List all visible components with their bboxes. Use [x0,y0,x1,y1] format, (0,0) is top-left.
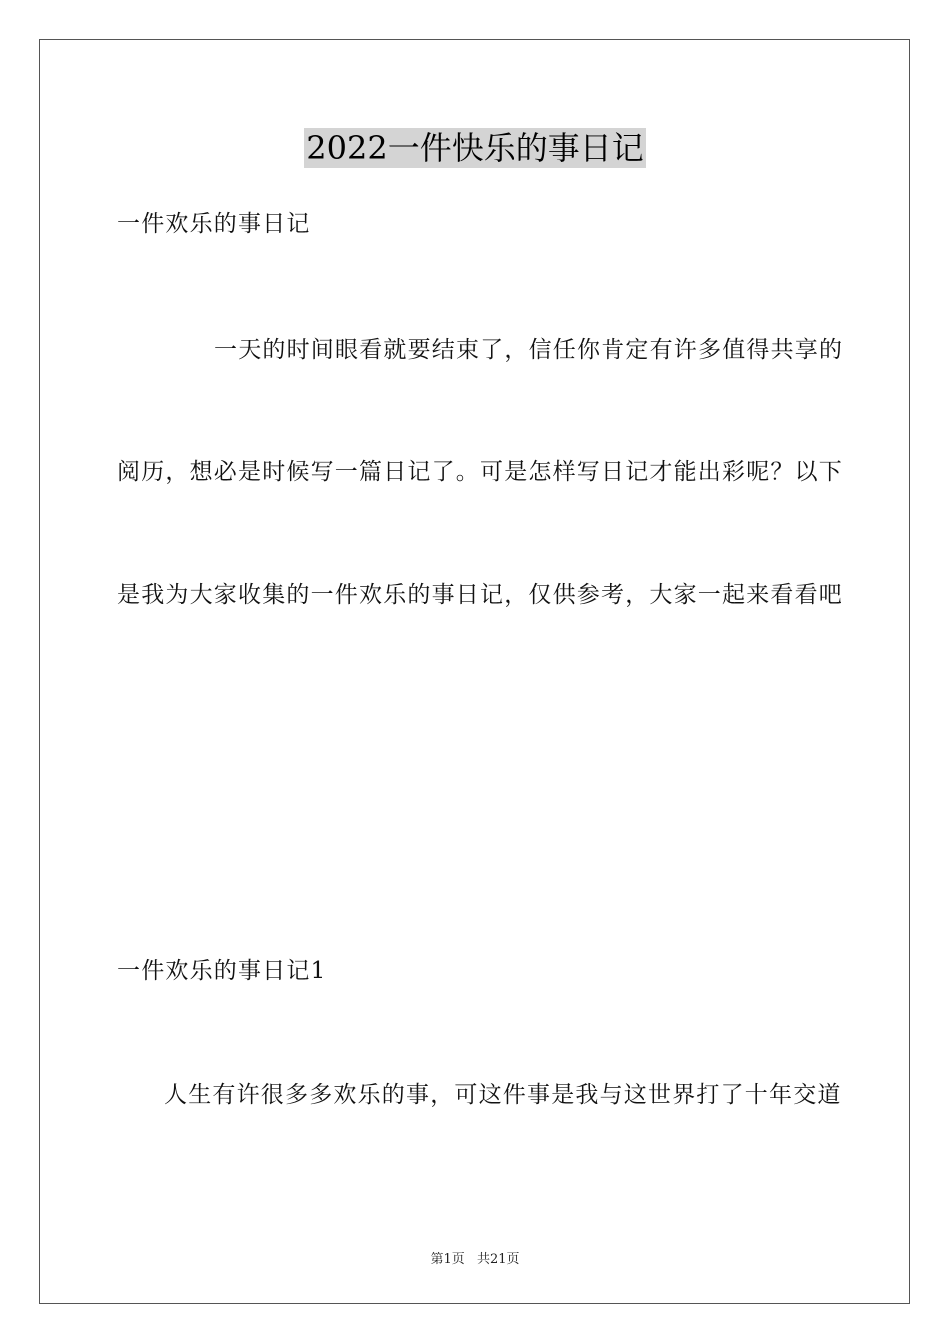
intro-line-1: 一天的时间眼看就要结束了，信任你肯定有许多值得共享的 [214,337,844,363]
section-paragraph-line-1: 人生有许很多多欢乐的事，可这件事是我与这世界打了十年交道 [164,1082,842,1108]
page-number: 第1页 [430,1252,465,1267]
intro-line-2: 阅历，想必是时候写一篇日记了。可是怎样写日记才能出彩呢？以下 [117,459,843,485]
page-total: 共21页 [476,1252,520,1267]
page-footer [0,1248,950,1267]
document-title: 2022一件快乐的事日记 [306,129,644,167]
intro-line-3: 是我为大家收集的一件欢乐的事日记，仅供参考，大家一起来看看吧 [117,582,843,608]
section-heading: 一件欢乐的事日记1 [117,958,327,984]
document-subtitle: 一件欢乐的事日记 [117,211,311,237]
title-container [0,128,950,168]
